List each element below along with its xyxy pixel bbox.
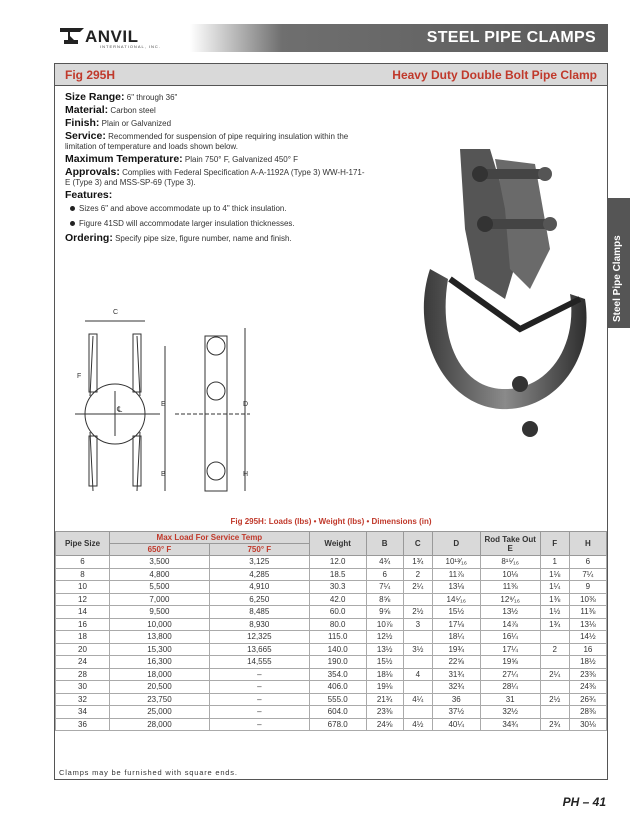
cell-l650: 4,800 [110,568,210,581]
cell-d: 10¹³⁄₁₆ [432,556,480,569]
table-row [56,581,607,594]
cell-c: 3½ [403,643,432,656]
cell-l750: 6,250 [209,593,309,606]
page-number: PH – 41 [562,795,606,809]
cell-w: 80.0 [309,618,366,631]
cell-h: 16 [569,643,606,656]
cell-w: 678.0 [309,718,366,731]
cell-l750: 4,910 [209,581,309,594]
cell-c [403,681,432,694]
cell-f [540,631,569,644]
table-row [56,643,607,656]
cell-e: 10⅛ [480,568,540,581]
col-e: Rod Take Out E [480,532,540,556]
cell-e: 28¼ [480,681,540,694]
cell-l650: 18,000 [110,668,210,681]
feature-item: Sizes 6" and above accommodate up to 4" thick insulation. [79,203,365,214]
cell-c [403,656,432,669]
cell-b: 24⅝ [366,718,403,731]
cell-d: 32¾ [432,681,480,694]
cell-w: 60.0 [309,606,366,619]
cell-d: 36 [432,693,480,706]
brand-sub: INTERNATIONAL, INC. [100,44,161,49]
cell-w: 406.0 [309,681,366,694]
cell-b: 8⅝ [366,593,403,606]
cell-h: 30⅛ [569,718,606,731]
figure-titlebar [55,64,607,86]
cell-b: 21¾ [366,693,403,706]
cell-f: 2¾ [540,718,569,731]
cell-c [403,593,432,606]
cell-b: 13½ [366,643,403,656]
cell-l750: 4,285 [209,568,309,581]
spec-list [65,92,365,246]
cell-f: 2½ [540,693,569,706]
cell-h: 28⅜ [569,706,606,719]
cell-size: 34 [56,706,110,719]
spec-service: Service: Recommended for suspension of pipe requiring insulation within the limitation of temperature and loads shown below. [65,130,349,151]
col-pipe: Pipe Size [56,532,110,556]
cell-l750: 13,665 [209,643,309,656]
cell-c: 4¼ [403,693,432,706]
feature-item: Figure 41SD will accommodate larger insulation thicknesses. [79,218,365,229]
cell-size: 18 [56,631,110,644]
cell-b: 10⅞ [366,618,403,631]
clamp-photo [390,129,605,449]
cell-f: 1⅜ [540,593,569,606]
cell-b: 6 [366,568,403,581]
table-row [56,706,607,719]
cell-h: 7¼ [569,568,606,581]
cell-h: 24⅜ [569,681,606,694]
cell-b: 18⅛ [366,668,403,681]
table-row [56,556,607,569]
cell-c: 4 [403,668,432,681]
cell-l650: 25,000 [110,706,210,719]
cell-e: 19⅝ [480,656,540,669]
cell-l650: 20,500 [110,681,210,694]
cell-f [540,706,569,719]
cell-f: 1⅛ [540,568,569,581]
spec-features: Features: [65,189,113,201]
cell-d: 31¾ [432,668,480,681]
cell-size: 30 [56,681,110,694]
cell-b: 15½ [366,656,403,669]
cell-d: 15½ [432,606,480,619]
banner-title: STEEL PIPE CLAMPS [426,29,596,46]
cell-l750: 12,325 [209,631,309,644]
cell-w: 115.0 [309,631,366,644]
col-750: 750° F [209,544,309,556]
cell-b: 12½ [366,631,403,644]
cell-f: 2 [540,643,569,656]
cell-l650: 7,000 [110,593,210,606]
cell-l750: 8,930 [209,618,309,631]
cell-l750: – [209,718,309,731]
spec-finish: Finish: Plain or Galvanized [65,117,172,129]
cell-h: 26¾ [569,693,606,706]
cell-w: 555.0 [309,693,366,706]
cell-d: 19¾ [432,643,480,656]
cell-e: 34¾ [480,718,540,731]
cell-l650: 23,750 [110,693,210,706]
spec-approvals: Approvals: Complies with Federal Specification A-A-1192A (Type 3) WW-H-171-E (Type 3) and MSS-SP-69 (Type 3). [65,166,365,187]
side-tab[interactable] [608,198,630,328]
cell-h: 18½ [569,656,606,669]
cell-e: 14⅞ [480,618,540,631]
cell-c: 1¾ [403,556,432,569]
cell-l750: 8,485 [209,606,309,619]
cell-d: 14⁵⁄₁₆ [432,593,480,606]
table-row [56,681,607,694]
dim-label-h: H [243,471,249,478]
cell-size: 36 [56,718,110,731]
cell-l650: 28,000 [110,718,210,731]
cell-h: 6 [569,556,606,569]
cell-f: 1¼ [540,581,569,594]
cell-f [540,656,569,669]
cell-e: 11⅜ [480,581,540,594]
dimension-table [55,531,607,731]
cell-h: 10⅜ [569,593,606,606]
cell-h: 14½ [569,631,606,644]
cell-c: 4½ [403,718,432,731]
col-d: D [432,532,480,556]
side-tab-label: Steel Pipe Clamps [612,235,623,322]
cell-d: 17⅛ [432,618,480,631]
cell-e: 8¹⁵⁄₁₆ [480,556,540,569]
cell-b: 4¾ [366,556,403,569]
cell-w: 42.0 [309,593,366,606]
spec-material: Material: Carbon steel [65,104,156,116]
cell-d: 40¼ [432,718,480,731]
cell-h: 13⅛ [569,618,606,631]
spec-maxtemp: Maximum Temperature: Plain 750° F, Galvanized 450° F [65,153,299,165]
dim-label-f: F [77,373,82,380]
cell-h: 23⅜ [569,668,606,681]
table-row [56,693,607,706]
table-row [56,593,607,606]
table-row [56,618,607,631]
cell-size: 16 [56,618,110,631]
cell-f: 1¾ [540,618,569,631]
dim-label-c: C [113,309,119,316]
cell-c: 2¼ [403,581,432,594]
col-650: 650° F [110,544,210,556]
cell-c [403,631,432,644]
cell-w: 604.0 [309,706,366,719]
cell-d: 13⅛ [432,581,480,594]
cell-w: 140.0 [309,643,366,656]
cell-b: 19⅛ [366,681,403,694]
cell-f: 2¼ [540,668,569,681]
col-f: F [540,532,569,556]
cell-f: 1 [540,556,569,569]
cell-l650: 16,300 [110,656,210,669]
cell-h: 11⅜ [569,606,606,619]
cell-size: 10 [56,581,110,594]
cell-l650: 15,300 [110,643,210,656]
cell-w: 190.0 [309,656,366,669]
cell-size: 6 [56,556,110,569]
table-caption: Fig 295H: Loads (lbs) • Weight (lbs) • Dimensions (in) [230,517,432,526]
product-frame [54,63,608,780]
cell-size: 28 [56,668,110,681]
spec-ordering: Ordering: Specify pipe size, figure number, name and finish. [65,232,292,244]
cell-d: 37½ [432,706,480,719]
col-maxload: Max Load For Service Temp [110,532,310,544]
dimension-drawing [65,296,265,496]
cell-c: 2 [403,568,432,581]
cell-e: 16¼ [480,631,540,644]
cell-c: 3 [403,618,432,631]
centerline-label: ℄ [117,405,123,414]
cell-e: 17¼ [480,643,540,656]
cell-d: 18¼ [432,631,480,644]
cell-l650: 10,000 [110,618,210,631]
cell-f [540,681,569,694]
col-h: H [569,532,606,556]
figure-id: Fig 295H [65,68,116,82]
cell-c [403,706,432,719]
footnote: Clamps may be furnished with square ends. [59,768,238,777]
cell-size: 20 [56,643,110,656]
table-row [56,606,607,619]
table-row [56,568,607,581]
cell-e: 31 [480,693,540,706]
dim-label-d: D [243,401,249,408]
cell-size: 32 [56,693,110,706]
cell-d: 11⅞ [432,568,480,581]
col-b: B [366,532,403,556]
cell-l750: – [209,668,309,681]
spec-size: Size Range: 6" through 36" [65,91,178,103]
cell-l750: – [209,681,309,694]
dim-label-e: E [161,401,166,408]
col-c: C [403,532,432,556]
table-row [56,668,607,681]
cell-d: 22⅝ [432,656,480,669]
cell-l750: 14,555 [209,656,309,669]
cell-w: 18.5 [309,568,366,581]
cell-e: 27¼ [480,668,540,681]
cell-l650: 3,500 [110,556,210,569]
brand-name: ANVIL [85,27,139,46]
table-row [56,631,607,644]
dim-label-b: B [161,471,166,478]
cell-h: 9 [569,581,606,594]
cell-size: 8 [56,568,110,581]
cell-l650: 13,800 [110,631,210,644]
cell-size: 12 [56,593,110,606]
figure-name: Heavy Duty Double Bolt Pipe Clamp [392,68,597,82]
cell-e: 12⁹⁄₁₆ [480,593,540,606]
cell-e: 32½ [480,706,540,719]
cell-l650: 5,500 [110,581,210,594]
cell-l650: 9,500 [110,606,210,619]
cell-l750: – [209,693,309,706]
table-row [56,656,607,669]
cell-size: 14 [56,606,110,619]
cell-w: 30.3 [309,581,366,594]
cell-b: 23⅜ [366,706,403,719]
cell-c: 2½ [403,606,432,619]
section-banner [190,24,608,52]
cell-b: 7¼ [366,581,403,594]
cell-e: 13½ [480,606,540,619]
cell-size: 24 [56,656,110,669]
cell-l750: 3,125 [209,556,309,569]
cell-b: 9⅝ [366,606,403,619]
table-row [56,718,607,731]
col-weight: Weight [309,532,366,556]
cell-f: 1½ [540,606,569,619]
cell-w: 12.0 [309,556,366,569]
cell-w: 354.0 [309,668,366,681]
cell-l750: – [209,706,309,719]
